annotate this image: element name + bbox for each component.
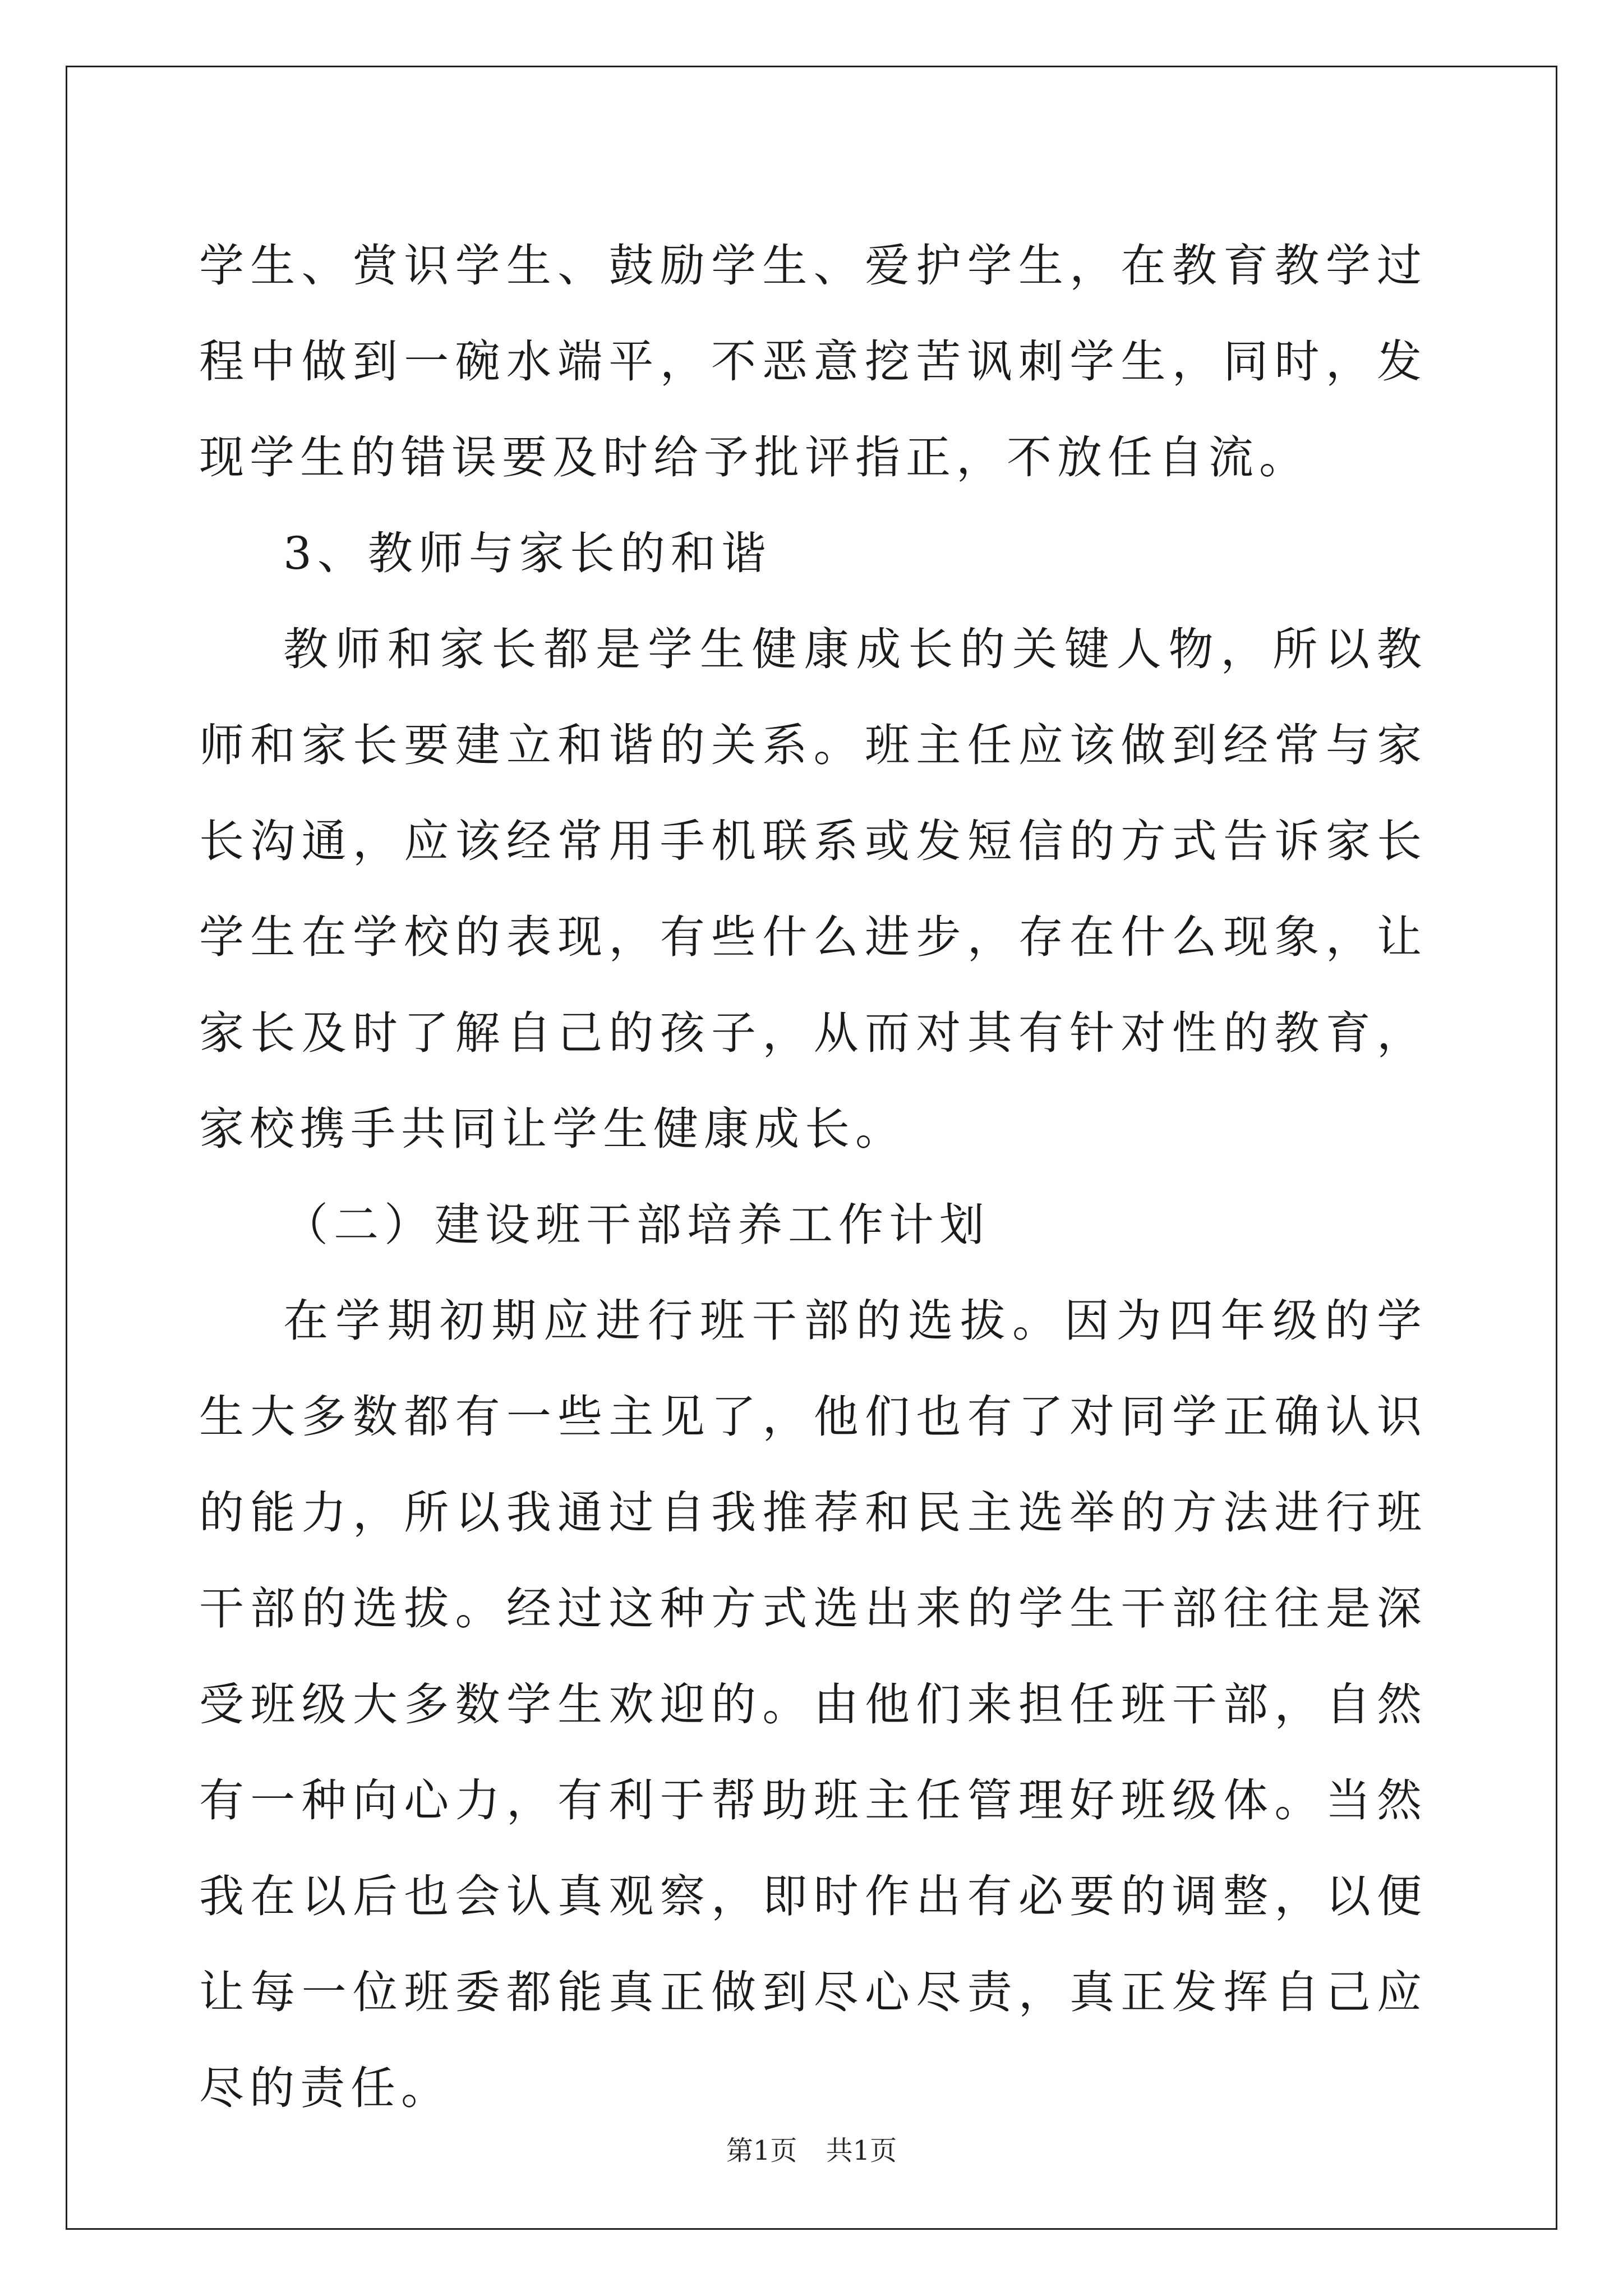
page-number: 第1页 <box>726 2135 797 2166</box>
paragraph-continuation: 学生、赏识学生、鼓励学生、爱护学生，在教育教学过程中做到一碗水端平，不恶意挖苦讽刺学生，同时，发现学生的错误要及时给予批评指正，不放任自流。 <box>199 240 1427 484</box>
document-body <box>199 218 1427 2136</box>
page-footer <box>0 2129 1623 2168</box>
section-heading-class-cadre-plan: （二）建设班干部培养工作计划 <box>283 1199 990 1251</box>
paragraph-class-cadre: 在学期初期应进行班干部的选拔。因为四年级的学生大多数都有一些主见了，他们也有了对同学正确认识的能力，所以我通过自我推荐和民主选举的方法进行班干部的选拔。经过这种方式选出来的学生干部往往是深受班级大多数学生欢迎的。由他们来担任班干部，自然有一种向心力，有利于帮助班主任管理好班级体。当然我在以后也会认真观察，即时作出有必要的调整，以便让每一位班委都能真正做到尽心尽责，真正发挥自己应尽的责任。 <box>199 1295 1427 2114</box>
section-heading-teacher-parent-harmony: 3、教师与家长的和谐 <box>283 527 772 579</box>
paragraph-teacher-parent: 教师和家长都是学生健康成长的关键人物，所以教师和家长要建立和谐的关系。班主任应该做到经常与家长沟通，应该经常用手机联系或发短信的方式告诉家长学生在学校的表现，有些什么进步，存在什么现象，让家长及时了解自己的孩子，从而对其有针对性的教育，家校携手共同让学生健康成长。 <box>199 623 1427 1155</box>
page-total: 共1页 <box>826 2135 897 2166</box>
